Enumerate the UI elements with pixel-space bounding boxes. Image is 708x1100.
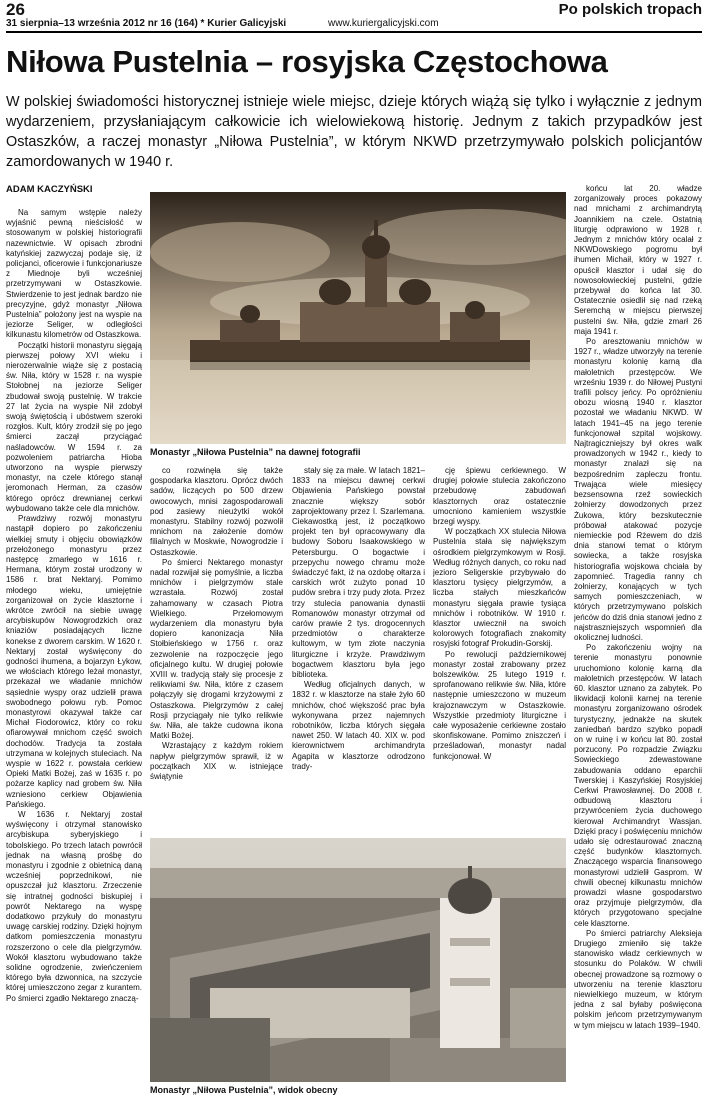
page-header xyxy=(6,0,702,30)
photo-caption-historic: Monastyr „Niłowa Pustelnia” na dawnej fotografii xyxy=(150,447,361,457)
article-author: ADAM KACZYŃSKI xyxy=(6,184,93,195)
paragraph: Prawdziwy rozwój monastyru nastąpił dopiero po zakończeniu wielkiej smuty i objęciu obowiązków przełożonego monastyru przez następcę zmarłego w 1616 r. Hermana, którym został urodzony w 1586 r. brat Nektaryj. Pomimo młodego wieku, umiejętnie zorganizował on życie klasztorne i wkrótce zwrócił na siebie uwagę arcybiskupów Nowogrodzkich oraz kniaziów posiadających liczne konekse z dworem carskim. W 1620 r. Nektaryj został wyświęcony do godności ihumena, a bojarzyn Łykow, we włościach którego leżał monastyr, przekazał we władanie mnichów sąsiednie wyspy oraz udzielił prawa swobodnego połowu ryb. Pomoc monastyrowi okazywał także car Michał Fiodorowicz, który co roku ofiarowywał mnichom część swoich dochodów. Tradycja ta została utrzymana w kolejnych stuleciach. Na wyspie w 1622 r. powstała cerkiew Opieki Matki Bożej, zaś w 1635 r. po pożarze kaplicy nad grobem św. Niła wzniesiono cerkiew Objawienia Pańskiego. xyxy=(6,514,142,809)
paragraph: Wzrastający z każdym rokiem napływ pielgrzymów sprawił, iż w początkach XIX w. istniejące świątynie xyxy=(150,741,283,782)
website-link[interactable]: www.kuriergalicyjski.com xyxy=(328,18,439,29)
paragraph: Po śmierci Nektarego monastyr nadal rozwijał się pomyślnie, a liczba mnichów i pielgrzymów stale wzrastała. Rozwój został zahamowany w czasach Piotra Wielkiego. Przełomowym wydarzeniem dla monastyru była dopiero kanonizacja Niła Stołbieńskiego w 1756 r. oraz zezwolenie na rozpoczęcie jego oficjalnego kultu. W drugiej połowie XVIII w. tradycją stały się procesje z relikwiami św. Niła, które z czasem połączyły się drogami krzyżowymi z Ostaszkowa. Pielgrzymów z całej Rosji przyciągały nie tylko relikwie św. Niła, ale także cudowna ikona Matki Bożej. xyxy=(150,557,283,741)
article-lead: W polskiej świadomości historycznej istnieje wiele miejsc, dzieje których wiążą się tylko i wyłącznie z jednym wydarzeniem, przysłaniającym całkowicie ich wielowiekową historię. Jednym z takich przypadków jest Ostaszków, a raczej monastyr „Niłowa Pustelnia”, w którym NKWD przetrzymywało polskich policjantów zamordowanych w 1940 r. xyxy=(6,94,702,170)
section-title: Po polskich tropach xyxy=(558,1,702,18)
paragraph: Po zakończeniu wojny na terenie monastyru ponownie uruchomiono kolonię karną dla małoletnich przestępców. W latach 60. klasztor uznano za zabytek. Po likwidacji kolonii karnej na terenie monastyru zorganizowano ośrodek turystyczny, jednakże na skutek zaniedbań bardzo szybko popadł on w ruinę i w końcu lat 80. został porzucony. Po rozpadzie Związku Sowieckiego zdewastowane zabudowania oddano eparchii Twerskiej i Kaszyńskiej Rosyjskiej Cerkwi Prawosławnej. Do 2008 r. odbudową klasztoru i przywróceniem życia duchowego kierował Archimandryt Wassjan. Dzięki pracy i poświęceniu mnichów udało się odrestaurować znaczną część budynków klasztornych. Znaczącego wsparcia finansowego monastyrowi udzielił Gasprom. W chwili obecnej kilkunastu mnichów prowadzi własne gospodarstwo oraz przyjmuje pielgrzymów, dla których przygotowano specjalne cele klasztorne. xyxy=(574,643,702,928)
page-number: 26 xyxy=(6,0,25,19)
paragraph: Po rewolucji październikowej monastyr został zrabowany przez bolszewików. 25 lutego 1919 r. sprofanowano relikwie św. Niła, które następnie umieszczono w muzeum krajoznawczym w Ostaszkowie. Wszystkie przedmioty liturgiczne i całe wyposażenie cerkiewne zostało skonfiskowane. Pomimo zniszczeń i prześladowań, monastyr nadal funkcjonował. W xyxy=(433,649,566,761)
paragraph: W początkach XX stulecia Niłowa Pustelnia stała się największym ośrodkiem pielgrzymkowym w Rosji. Według różnych danych, co roku nad jezioro Seligerskie przybywało do klasztoru tysięcy pielgrzymów, a liczba stałych mieszkańców monastyru sięgała prawie tysiąca mnichów i robotników. W 1910 r. klasztor uwiecznił na swoich kolorowych fotografiach znakomity rosyjski fotograf Prokudin-Gorskij. xyxy=(433,527,566,649)
paragraph: Po aresztowaniu mnichów w 1927 r., władze utworzyły na terenie monastyru kolonię karną dla małoletnich przestępców. We wrześniu 1939 r. do Niłowej Pustyni trafili polscy jeńcy. Po opróżnieniu obozu wiosną 1940 r. klasztor pozostał we władaniu NKWD. W latach 1941–45 na jego terenie funkcjonował szpital wojskowy. Najtragiczniejszy był okres walk prowadzonych w 1942 r., kiedy to monastyr znalazł się na bezpośrednim zapleczu frontu. Trwająca wiele miesięcy bezsensowna rzeź sowieckich żołnierzy dowodzonych przez Żukowa, który bezskutecznie próbował atakować pozycje niemieckie pod Rżewem do dziś dnia stanowi temat o którym sowiecka, a także rosyjska historiografia wojskowa chciała by zapomnieć. Tragedia ranny ch żołnierzy, konających w tych samych pomieszczeniach, w których przetrzymywano polskich jeńców do dziś dnia stanowi jedno z najstraszniejszych wspomnień dla okolicznej ludności. xyxy=(574,337,702,642)
modern-monastery-photo xyxy=(150,838,566,1082)
article-title: Niłowa Pustelnia – rosyjska Częstochowa xyxy=(6,44,608,79)
paragraph: Na samym wstępie należy wyjaśnić pewną nieścisłość w stosowanym w polskiej historiografii nazewnictwie. W opisach zbrodni katyńskiej zazwyczaj podaje się, iż policjanci, oficerowie i funkcjonariusze z Miednoje byli wcześniej przetrzymywani w Ostaszkowie. Stwierdzenie to jest jednak bardzo nie precyzyjne, gdyż monastyr „Niłowa Pustelnia” położony jest na wyspie na jeziorze Seliger, w odległości kilkunastu kilometrów od Ostaszkowa. xyxy=(6,208,142,340)
issue-info: 31 sierpnia–13 września 2012 nr 16 (164) * Kurier Galicyjski xyxy=(6,18,287,29)
paragraph: co rozwinęła się także gospodarka klasztoru. Oprócz dwóch sadów, liczących po 500 drzew owocowych, mnisi zagospodarowali pod zasiewy nieużytki wokół monastyru. Stabilny rozwój pozwolił mnichom na założenie domów filialnych w Moskwie, Nowogrodzie i Ostaszkowie. xyxy=(150,466,283,557)
article-column-3 xyxy=(292,466,425,836)
paragraph: Po śmierci patriarchy Aleksieja Drugiego zmieniło się także stanowisko władz cerkiewnych w stosunku do Polaków. W chwili obecnej prowadzone są rozmowy o utworzeniu na terenie klasztoru niewielkiego muzeum, w którym jedna z sal byłaby poświęcona polskim jeńcom przetrzymywanym w tym miejscu w latach 1939–1940. xyxy=(574,928,702,1030)
header-rule xyxy=(6,31,702,33)
paragraph: Według oficjalnych danych, w 1832 r. w klasztorze na stałe żyło 60 mnichów, choć większość prac była wykonywana przez najemnych robotników, liczba których sięgała nawet 250. W latach 40. XIX w. pod kierownictwem archimandryta Agapita w klasztorze odrodzono trady- xyxy=(292,680,425,771)
paragraph: cję śpiewu cerkiewnego. W drugiej połowie stulecia zakończono przebudowę zabudowań klasztornych oraz ostatecznie umocniono kamieniem wszystkie brzegi wyspy. xyxy=(433,466,566,527)
paragraph: W 1636 r. Nektaryj został wyświęcony i otrzymał stanowisko arcybiskupa syberyjskiego i tobolskiego. Po trzech latach powrócił jednak na własną prośbę do monastyru i zgodnie z obietnicą daną wcześniej poprzednikowi, nie opuszczał już klasztoru. Zrzeczenie się intratnej godności biskupiej i powrót Nektarego na wyspę dodatkowo przykuły do monastyru uwagę carskiej rodziny. Dzięki hojnym datkom pomieszczenia monastyru rozszerzono o cele dla pielgrzymów. Wokół klasztoru wybudowano także solidne ogrodzenie, zwieńczeniem którego była dzwonnica, na szczycie której umieszczono zegar z kurantem. Po śmierci zgadło Nektarego znaczą- xyxy=(6,809,142,1003)
article-column-2 xyxy=(150,466,283,836)
article-column-4 xyxy=(433,466,566,836)
photo-caption-modern: Monastyr „Niłowa Pustelnia”, widok obecny xyxy=(150,1085,338,1095)
paragraph: stały się za małe. W latach 1821–1833 na miejscu dawnej cerkwi Objawienia Pańskiego powstał znacznie większy sobór zaprojektowany przez I. Szarlemana. Ciekawostką jest, iż początkowo projekt ten był opracowywany dla budowy Soboru Isaakowskiego w Petersburgu. O bogactwie i przepychu nowego chramu może świadczyć fakt, iż na ozdobę ołtarza i carskich wrót zużyto ponad 10 pudów srebra i trzy pudy złota. Przez trzy stulecia panowania dynastii Romanowów monastyr otrzymał od carów prawie 2 tys. drogocennych przedmiotów o charakterze kultowym, w tym złote naczynia liturgiczne i krzyże. Prawdziwym bogactwem klasztoru była jego biblioteka. xyxy=(292,466,425,680)
paragraph: końcu lat 20. władze zorganizowały proces pokazowy nad mnichami z archimandrytą Joannikiem na czele. Ostatnią liturgię odprawiono w 1928 r. Jednym z mnichów który ocalał z NKWDowskiego pogromu był ihumen Michaił, który w 1927 r. opuścił klasztor i udał się do nowosołowieckiej pustelni, gdzie przebywał do końca lat 30. Ostatecznie osiedlił się nad rzeką Seremchą w miejscu pierwszej pustelni św. Niła, gdzie zmarł 26 maja 1941 r. xyxy=(574,184,702,336)
historic-monastery-photo xyxy=(150,192,566,444)
paragraph: Początki historii monastyru sięgają pierwszej połowy XVI wieku i nierozerwalnie wiąże się z postacią św. Niła, który w 1528 r. na wyspie Stołobnej na jeziorze Seliger zbudował swoją pustelnię. W trakcie 27 lat życia na wyspie Nił zdobył swoją świętością i ubóstwem szeroki rozgłos. Kult, który zrodził się po jego śmierci zaczął przyciągać naśladowców. W 1594 r. za pozwoleniem patriarcha Hioba utworzono na wyspie pierwszy monastyr, na czele którego stanął jeromonach Herman, za czasów którego oprócz drewnianej cerkwi wybudowano także cele dla mnichów. xyxy=(6,340,142,513)
article-column-5 xyxy=(574,184,702,1096)
article-column-1 xyxy=(6,208,142,1096)
